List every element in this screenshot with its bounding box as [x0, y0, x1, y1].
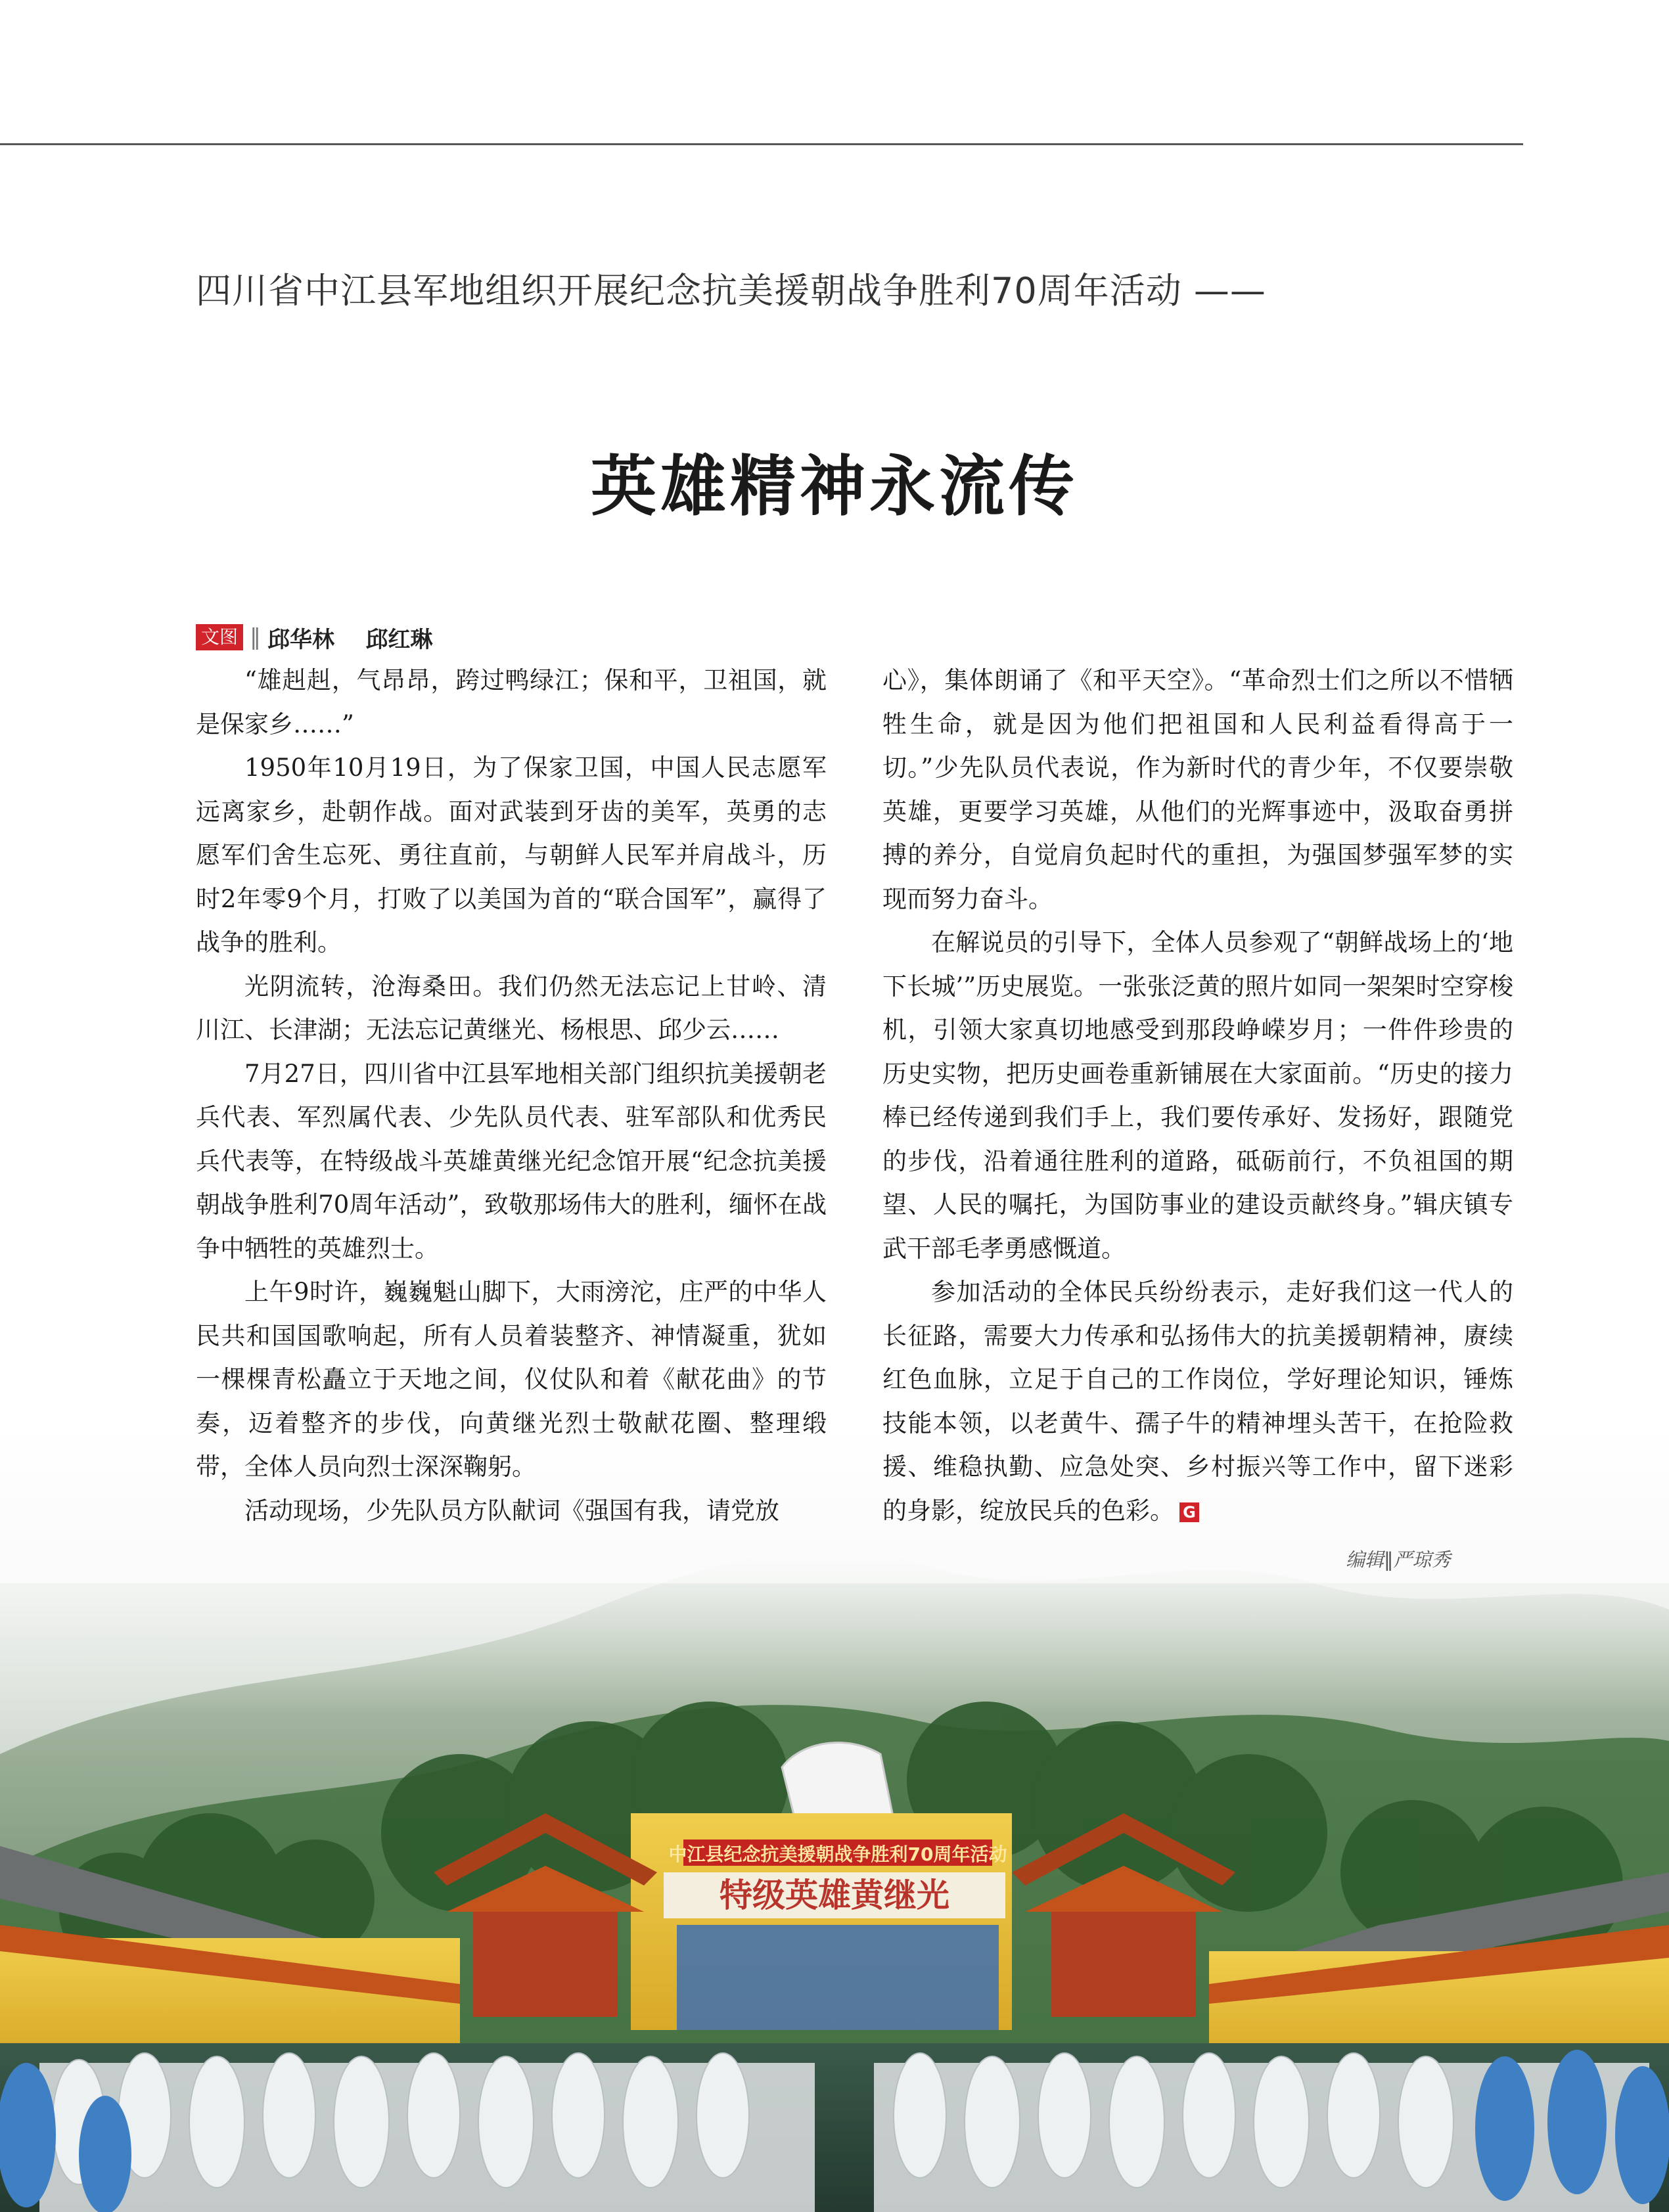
paragraph: 7月27日，四川省中江县军地相关部门组织抗美援朝老兵代表、军烈属代表、少先队员代表、驻军部队和优秀民兵代表等，在特级战斗英雄黄继光纪念馆开展“纪念抗美援朝战争胜利70周年活动”，致敬那场伟大的胜利，缅怀在战争中牺牲的英雄烈士。	[196, 1059, 827, 1263]
paragraph: 活动现场，少先队员方队献词《强国有我，请党放	[244, 1496, 779, 1525]
paragraph-continued: 心》，集体朗诵了《和平天空》。“革命烈士们之所以不惜牺牲生命，就是因为他们把祖国和人民利益看得高于一切。”少先队员代表说，作为新时代的青少年，不仅要崇敬英雄，更要学习英雄，从他们的光辉事迹中，汲取奋勇拼搏的养分，自觉肩负起时代的重担，为强国梦强军梦的实现而努力奋斗。	[882, 666, 1513, 913]
end-mark-icon: G	[1179, 1502, 1199, 1522]
byline	[196, 624, 433, 653]
paragraph: 光阴流转，沧海桑田。我们仍然无法忘记上甘岭、清川江、长津湖；无法忘记黄继光、杨根思、邱少云……	[196, 972, 827, 1044]
gate-inscription: 特级英雄黄继光	[720, 1876, 949, 1914]
byline-tag: 文图	[196, 624, 243, 650]
paragraph: 在解说员的引导下，全体人员参观了“朝鲜战场上的‘地下长城’”历史展览。一张张泛黄的照片如同一架架时空穿梭机，引领大家真切地感受到那段峥嵘岁月；一件件珍贵的历史实物，把历史画卷重新铺展在大家面前。“历史的接力棒已经传递到我们手上，我们要传承好、发扬好，跟随党的步伐，沿着通往胜利的道路，砥砺前行，不负祖国的期望、人民的嘱托，为国防事业的建设贡献终身。”辑庆镇专武干部毛孝勇感慨道。	[882, 928, 1513, 1263]
paragraph: “雄赳赳，气昂昂，跨过鸭绿江；保和平，卫祖国，就是保家乡……”	[196, 666, 827, 738]
paragraph: 上午9时许，巍巍魁山脚下，大雨滂沱，庄严的中华人民共和国国歌响起，所有人员着装整齐、神情凝重，犹如一棵棵青松矗立于天地之间，仪仗队和着《献花曲》的节奏，迈着整齐的步伐，向黄继光烈士敬献花圈、整理缎带，全体人员向烈士深深鞠躬。	[196, 1278, 827, 1481]
byline-authors: 邱华林 邱红琳	[267, 626, 433, 653]
article-kicker: 四川省中江县军地组织开展纪念抗美援朝战争胜利70周年活动 ——	[196, 270, 1266, 311]
gate-banner-text: 中江县纪念抗美援朝战争胜利70周年活动	[668, 1843, 1007, 1865]
header-rule	[0, 143, 1523, 145]
column-right	[882, 659, 1513, 1559]
column-left	[196, 659, 827, 1559]
paragraph-final	[882, 1271, 1513, 1533]
paragraph-final-text: 参加活动的全体民兵纷纷表示，走好我们这一代人的长征路，需要大力传承和弘扬伟大的抗美援朝精神，赓续红色血脉，立足于自己的工作岗位，学好理论知识，锤炼技能本领，以老黄牛、孺子牛的精神埋头苦干，在抢险救援、维稳执勤、应急处突、乡村振兴等工作中，留下迷彩的身影，绽放民兵的色彩。	[882, 1278, 1513, 1525]
article-title: 英雄精神永流传	[591, 448, 1078, 525]
byline-separator: ‖	[250, 624, 262, 650]
editor-credit: 编辑‖严琼秀	[1346, 1548, 1451, 1571]
paragraph: 1950年10月19日，为了保家卫国，中国人民志愿军远离家乡，赴朝作战。面对武装到牙齿的美军，英勇的志愿军们舍生忘死、勇往直前，与朝鲜人民军并肩战斗，历时2年零9个月，打败了以美国为首的“联合国军”，赢得了战争的胜利。	[196, 754, 827, 957]
